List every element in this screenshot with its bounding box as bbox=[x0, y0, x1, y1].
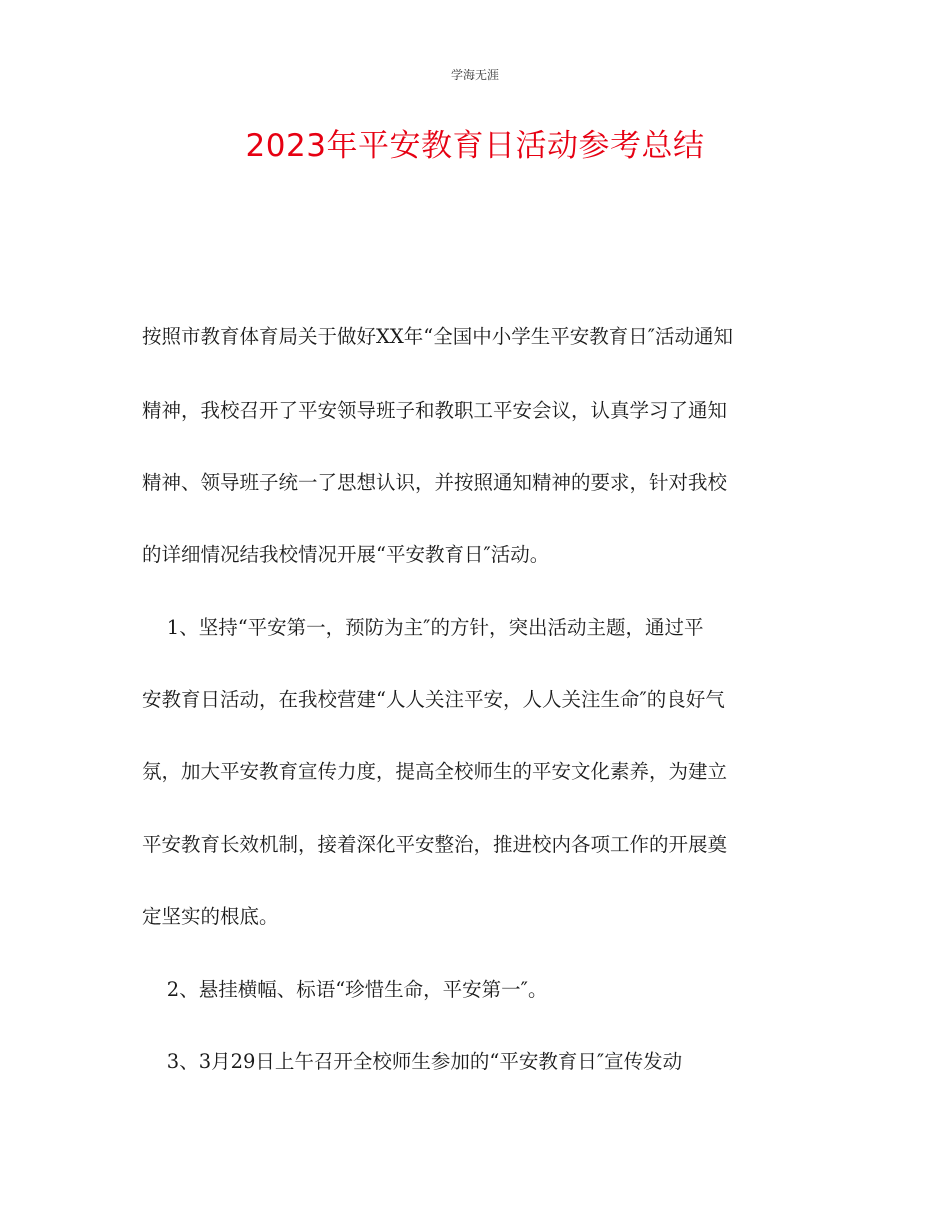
body-line: 按照市教育体育局关于做好XX年“全国中小学生平安教育日″活动通知 bbox=[142, 325, 734, 348]
body-line: 氛，加大平安教育宣传力度，提高全校师生的平安文化素养，为建立 bbox=[142, 760, 728, 783]
body-line: 平安教育长效机制，接着深化平安整治，推进校内各项工作的开展奠 bbox=[142, 833, 728, 856]
body-line: 定坚实的根底。 bbox=[142, 905, 279, 928]
page-header: 学海无涯 bbox=[450, 68, 499, 82]
body-line: 2、悬挂横幅、标语“珍惜生命，平安第一″。 bbox=[142, 978, 548, 1001]
document-title: 2023年平安教育日活动参考总结 bbox=[245, 128, 705, 164]
body-line: 精神，我校召开了平安领导班子和教职工平安会议，认真学习了通知 bbox=[142, 399, 728, 422]
body-line: 3、3月29日上午召开全校师生参加的“平安教育日″宣传发动 bbox=[142, 1050, 683, 1073]
body-line: 1、坚持“平安第一，预防为主″的方针，突出活动主题，通过平 bbox=[142, 616, 704, 639]
body-line: 的详细情况结我校情况开展“平安教育日″活动。 bbox=[142, 543, 550, 566]
body-line: 精神、领导班子统一了思想认识，并按照通知精神的要求，针对我校 bbox=[142, 471, 728, 494]
body-line: 安教育日活动，在我校营建“人人关注平安，人人关注生命″的良好气 bbox=[142, 688, 725, 711]
